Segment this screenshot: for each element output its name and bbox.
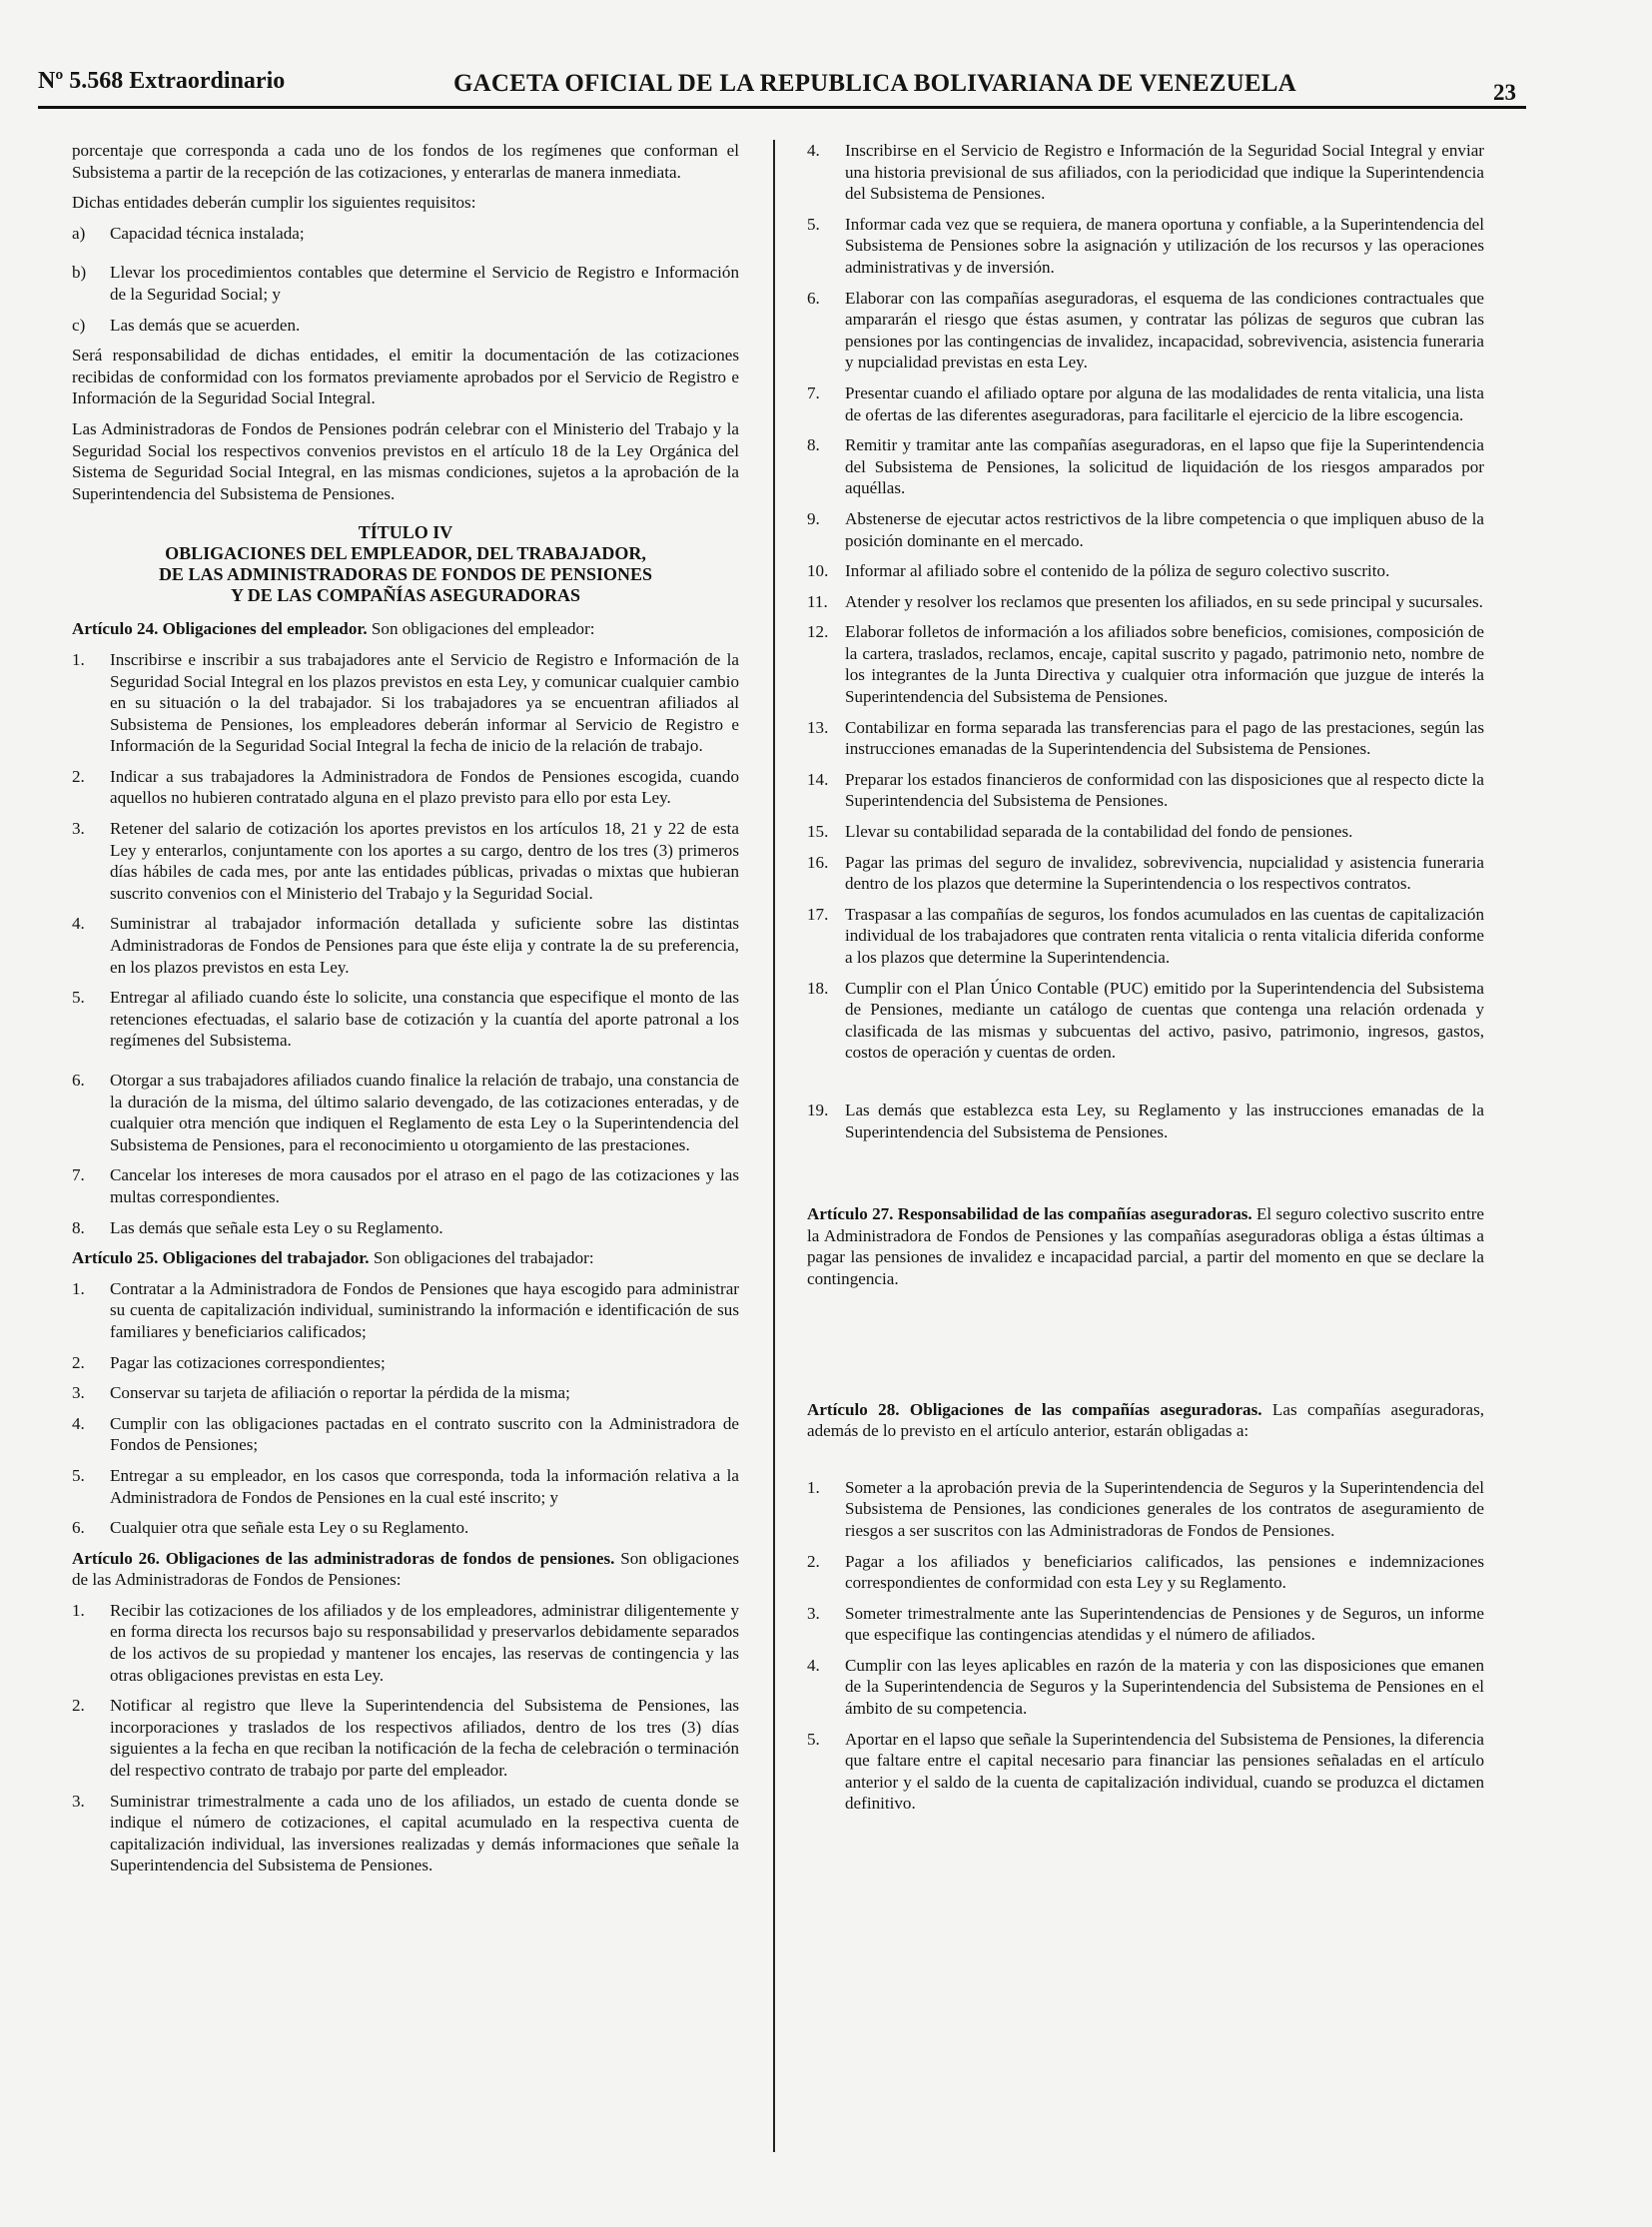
item-number: 4. xyxy=(72,914,85,934)
requirements-intro: Dichas entidades deberán cumplir los siguientes requisitos: xyxy=(72,193,476,213)
gazette-title: GACETA OFICIAL DE LA REPUBLICA BOLIVARIANA DE VENEZUELA xyxy=(453,70,1296,97)
article-24-list xyxy=(72,649,739,1238)
list-item xyxy=(72,1413,739,1456)
list-item xyxy=(72,315,739,337)
item-text: Las demás que establezca esta Ley, su Reglamento y las instrucciones emanadas de la Superintendencia del Subsistema de Pensiones. xyxy=(845,1100,1484,1141)
item-number: 8. xyxy=(807,435,820,455)
item-text: Someter a la aprobación previa de la Superintendencia de Seguros y la Superintendencia del Subsistema de Pensiones, las condiciones generales de los contratos de aseguramiento de riesgos a ser suscritos con las Administradoras de Fondos de Pensiones. xyxy=(845,1477,1484,1540)
item-text: Otorgar a sus trabajadores afiliados cuando finalice la relación de trabajo, una constancia de la duración de la misma, del último salario devengado, de las cotizaciones enteradas, y de cualquier otra mención que indiquen el Reglamento de esta Ley o la Superintendencia del Subsistema de Pensiones, para el reconocimiento u otorgamiento de las prestaciones. xyxy=(110,1071,739,1154)
list-item xyxy=(72,1517,739,1539)
item-text: Pagar a los afiliados y beneficiarios calificados, las pensiones e indemnizaciones correspondientes de conformidad con esta Ley y su Reglamento. xyxy=(845,1551,1484,1593)
item-text: Conservar su tarjeta de afiliación o reportar la pérdida de la misma; xyxy=(110,1383,570,1403)
list-item xyxy=(807,140,1484,205)
item-text: Entregar al afiliado cuando éste lo solicite, una constancia que especifique el monto de las retenciones efectuadas, el salario base de cotización y la cuantía del aporte patronal a los regímenes del Subsistema. xyxy=(110,988,739,1051)
list-item xyxy=(807,508,1484,551)
issue-number: Nº 5.568 Extraordinario xyxy=(38,68,286,94)
item-text: Remitir y tramitar ante las compañías aseguradoras, en el lapso que fije la Superintendencia del Subsistema de Pensiones, la solicitud de liquidación de los riesgos amparados por aquéllas. xyxy=(845,435,1484,498)
item-number: 17. xyxy=(807,904,829,924)
item-text: Inscribirse en el Servicio de Registro e Información de la Seguridad Social Integral y enviar una historia previsional de sus afiliados, con la periodicidad que indique la Superintendencia del Subsistema de Pensiones. xyxy=(845,141,1484,204)
item-text: Capacidad técnica instalada; xyxy=(110,223,305,243)
intro-paragraph: porcentaje que corresponda a cada uno de los fondos de los regímenes que conforman el Subsistema a partir de la recepción de las cotizaciones, y enterarlas de manera inmediata. xyxy=(72,141,739,182)
list-item xyxy=(807,560,1484,582)
list-item xyxy=(807,214,1484,279)
item-number: 2. xyxy=(72,1696,85,1716)
item-text: Cumplir con las leyes aplicables en razón de la materia y con las disposiciones que emanen de la Superintendencia de Seguros y la Superintendencia del Subsistema de Pensiones en el ámbito de su competencia. xyxy=(845,1655,1484,1719)
list-item xyxy=(807,821,1484,843)
article-label: Artículo 25. Obligaciones del trabajador. xyxy=(72,1248,370,1268)
article-28-heading xyxy=(807,1399,1484,1442)
list-item xyxy=(807,288,1484,373)
page-number: 23 xyxy=(1493,80,1516,105)
item-text: Las demás que se acuerden. xyxy=(110,315,301,335)
item-text: Informar cada vez que se requiera, de manera oportuna y confiable, a la Superintendencia del Subsistema de Pensiones sobre la asignación y utilización de los recursos y las operaciones administrativas y de inversión. xyxy=(845,214,1484,277)
article-label: Artículo 26. Obligaciones de las administradoras de fondos de pensiones. xyxy=(72,1548,615,1568)
list-item xyxy=(807,591,1484,613)
list-item xyxy=(72,262,739,305)
item-text: Cualquier otra que señale esta Ley o su Reglamento. xyxy=(110,1518,469,1538)
list-item xyxy=(72,1278,739,1343)
article-label: Artículo 28. Obligaciones de las compañías aseguradoras. xyxy=(807,1399,1262,1419)
item-number: 1. xyxy=(807,1477,820,1497)
item-text: Llevar los procedimientos contables que determine el Servicio de Registro e Información de la Seguridad Social; y xyxy=(110,263,739,304)
item-number: 1. xyxy=(72,649,85,669)
list-item xyxy=(807,1603,1484,1646)
item-text: Pagar las primas del seguro de invalidez, sobrevivencia, nupcialidad y asistencia funeraria dentro de los plazos que determine la Superintendencia o los respectivos contratos. xyxy=(845,852,1484,894)
spacer xyxy=(807,1299,1484,1399)
list-item xyxy=(807,1551,1484,1594)
list-item xyxy=(72,818,739,904)
item-number: 12. xyxy=(807,622,829,642)
item-text: Aportar en el lapso que señale la Superintendencia del Subsistema de Pensiones, la diferencia que faltare entre el capital necesario para financiar las pensiones señaladas en el artículo anterior y el saldo de la cuenta de capitalización individual, cuando se produzca el dictamen definitivo. xyxy=(845,1729,1484,1814)
article-28-list xyxy=(807,1477,1484,1815)
item-number: 3. xyxy=(72,1791,85,1811)
item-number: 7. xyxy=(72,1165,85,1185)
list-item xyxy=(72,1791,739,1876)
item-number: 3. xyxy=(72,819,85,839)
article-text: Las compañías aseguradoras, además de lo previsto en el artículo anterior, estarán obligadas a: xyxy=(807,1399,1484,1441)
item-text: Indicar a sus trabajadores la Administradora de Fondos de Pensiones escogida, cuando aquellos no hubieren contratado alguna en el plazo previsto para ello por esta Ley. xyxy=(110,766,739,808)
list-item xyxy=(72,1352,739,1374)
list-item xyxy=(807,717,1484,760)
item-text: Abstenerse de ejecutar actos restrictivos de la libre competencia o que impliquen abuso de la posición dominante en el mercado. xyxy=(845,508,1484,550)
list-item xyxy=(807,1100,1484,1142)
item-number: 5. xyxy=(72,988,85,1008)
item-text: Retener del salario de cotización los aportes previstos en los artículos 18, 21 y 22 de esta Ley y enterarlos, conjuntamente con los aportes a su cargo, dentro de los tres (3) primeros días hábiles de cada mes, por ante las entidades públicas, privadas o mixtas que hubieran suscrito convenios con el Ministerio del Trabajo y la Seguridad Social. xyxy=(110,819,739,903)
title-iv-heading xyxy=(72,522,739,606)
item-text: Elaborar con las compañías aseguradoras, el esquema de las condiciones contractuales que ampararán el riesgo que éstas asumen, y contratar las pólizas de seguros que cubran las pensiones por las contingencias de invalidez, incapacidad, sobrevivencia, asistencia funeraria y nupcialidad previstas en esta Ley. xyxy=(845,288,1484,372)
item-text: Atender y resolver los reclamos que presenten los afiliados, en su sede principal y sucursales. xyxy=(845,591,1483,611)
item-number: c) xyxy=(72,315,86,335)
item-text: Contabilizar en forma separada las transferencias para el pago de las prestaciones, según las instrucciones emanadas de la Superintendencia del Subsistema de Pensiones. xyxy=(845,717,1484,759)
item-text: Las demás que señale esta Ley o su Reglamento. xyxy=(110,1217,443,1237)
item-text: Notificar al registro que lleve la Superintendencia del Subsistema de Pensiones, las incorporaciones y traslados de los respectivos afiliados, dentro de los tres (3) días siguientes a la fecha en que reciban la notificación de la fecha de celebración o terminación del respectivo contrato de trabajo por parte del empleador. xyxy=(110,1696,739,1781)
article-text: El seguro colectivo suscrito entre la Administradora de Fondos de Pensiones y las compañías aseguradoras obliga a éstas últimas a pagar las pensiones de invalidez e incapacidad parcial, a partir del momento en que se declare la contingencia. xyxy=(807,1204,1484,1288)
item-text: Suministrar al trabajador información detallada y suficiente sobre las distintas Administradoras de Fondos de Pensiones para que éste elija y contrate la de su preferencia, en los plazos previstos en esta Ley. xyxy=(110,914,739,977)
title-line: OBLIGACIONES DEL EMPLEADOR, DEL TRABAJADOR, xyxy=(165,543,646,564)
item-text: Llevar su contabilidad separada de la contabilidad del fondo de pensiones. xyxy=(845,822,1353,842)
list-item xyxy=(72,1382,739,1404)
item-text: Inscribirse e inscribir a sus trabajadores ante el Servicio de Registro e Información de la Seguridad Social Integral en los plazos previstos en esta Ley, y comunicar cualquier cambio en su situación o la del trabajador. Si los trabajadores ya se encuentran afiliados al Subsistema de Pensiones, los empleadores deberán informar al Servicio de Registro e Información de la Seguridad Social Integral la fecha de inicio de la relación de trabajo. xyxy=(110,649,739,756)
right-column xyxy=(807,140,1484,1824)
item-number: b) xyxy=(72,263,87,283)
title-line: TÍTULO IV xyxy=(358,522,453,543)
list-item xyxy=(72,987,739,1052)
list-item xyxy=(72,1164,739,1207)
list-item xyxy=(807,852,1484,895)
item-text: Someter trimestralmente ante las Superintendencias de Pensiones y de Seguros, un informe que especifique las contingencias atendidas y el número de afiliados. xyxy=(845,1603,1484,1645)
list-item xyxy=(72,913,739,978)
list-item xyxy=(72,766,739,809)
item-number: 13. xyxy=(807,717,829,737)
item-number: 5. xyxy=(72,1465,85,1485)
left-column xyxy=(72,140,739,1885)
list-item xyxy=(807,978,1484,1064)
item-number: 6. xyxy=(72,1071,85,1090)
item-number: 3. xyxy=(807,1603,820,1623)
item-number: 3. xyxy=(72,1383,85,1403)
item-text: Traspasar a las compañías de seguros, los fondos acumulados en las cuentas de capitalización individual de los trabajadores que contraten renta vitalicia o renta vitalicia diferida conforme a los plazos que determine la Superintendencia. xyxy=(845,904,1484,967)
article-25-heading xyxy=(72,1247,739,1269)
item-text: Pagar las cotizaciones correspondientes; xyxy=(110,1352,386,1372)
spacer xyxy=(807,1151,1484,1203)
list-item xyxy=(72,649,739,757)
item-number: 6. xyxy=(72,1518,85,1538)
item-number: 5. xyxy=(807,214,820,234)
item-number: 16. xyxy=(807,852,829,872)
item-text: Cumplir con el Plan Único Contable (PUC) emitido por la Superintendencia del Subsistema de Pensiones, mediante un catálogo de cuentas que contenga una relación ordenada y clasificada de las mismas y subcuentas del activo, pasivo, patrimonio, ingresos, gastos, costos de operación y cuentas de orden. xyxy=(845,978,1484,1063)
article-26-list xyxy=(72,1600,739,1876)
item-number: 2. xyxy=(72,766,85,786)
article-text: Son obligaciones del empleador: xyxy=(367,619,595,639)
article-text: Son obligaciones del trabajador: xyxy=(369,1248,594,1268)
article-26-continued-list xyxy=(807,140,1484,1142)
item-number: 11. xyxy=(807,591,828,611)
responsibility-paragraph: Será responsabilidad de dichas entidades, el emitir la documentación de las cotizaciones recibidas de conformidad con los formatos previamente aprobados por el Servicio de Registro e Información de la Seguridad Social Integral. xyxy=(72,346,739,408)
title-line: Y DE LAS COMPAÑÍAS ASEGURADORAS xyxy=(230,585,581,606)
requirements-list xyxy=(72,223,739,336)
list-item xyxy=(807,769,1484,812)
list-item xyxy=(72,1600,739,1686)
item-number: 15. xyxy=(807,822,829,842)
list-item xyxy=(807,1655,1484,1720)
item-number: 4. xyxy=(72,1413,85,1433)
item-number: a) xyxy=(72,223,86,243)
list-item xyxy=(72,1695,739,1781)
item-text: Recibir las cotizaciones de los afiliados y de los empleadores, administrar diligentemente y en forma directa los recursos bajo su responsabilidad y preservarlos debidamente separados de los activos de su propiedad y mantener los encajes, las reservas de contingencia y las otras obligaciones previstas en esta Ley. xyxy=(110,1600,739,1685)
list-item xyxy=(72,1217,739,1239)
page-header xyxy=(38,64,1526,109)
item-number: 4. xyxy=(807,141,820,160)
list-item xyxy=(72,1070,739,1155)
article-label: Artículo 24. Obligaciones del empleador. xyxy=(72,619,368,639)
item-number: 18. xyxy=(807,978,829,998)
spacer xyxy=(807,1451,1484,1477)
list-item xyxy=(807,621,1484,707)
list-item xyxy=(72,1465,739,1508)
article-26-heading xyxy=(72,1548,739,1591)
article-27 xyxy=(807,1203,1484,1289)
item-text: Elaborar folletos de información a los afiliados sobre beneficios, comisiones, composición de la cartera, traslados, reclamos, encaje, capital suscrito y pagado, patrimonio neto, nombre de los integrantes de la Junta Directiva y cualquier otra información que juzgue de interés la Superintendencia del Subsistema de Pensiones. xyxy=(845,622,1484,707)
article-label: Artículo 27. Responsabilidad de las compañías aseguradoras. xyxy=(807,1204,1252,1224)
item-text: Suministrar trimestralmente a cada uno de los afiliados, un estado de cuenta donde se indique el número de cotizaciones, el capital acumulado en la respectiva cuenta de capitalización individual, las inversiones realizadas y demás informaciones que señale la Superintendencia del Subsistema de Pensiones. xyxy=(110,1791,739,1875)
item-number: 2. xyxy=(72,1352,85,1372)
list-item xyxy=(807,904,1484,969)
item-text: Presentar cuando el afiliado optare por alguna de las modalidades de renta vitalicia, una lista de ofertas de las diferentes aseguradoras, para facilitarle el ejercicio de la libre escogencia. xyxy=(845,382,1484,424)
item-text: Contratar a la Administradora de Fondos de Pensiones que haya escogido para administrar su cuenta de capitalización individual, suministrando la información e identificación de sus familiares y beneficiarios calificados; xyxy=(110,1278,739,1341)
list-item xyxy=(72,223,739,245)
item-number: 7. xyxy=(807,382,820,402)
list-item xyxy=(807,434,1484,499)
column-divider xyxy=(773,140,775,2152)
list-item xyxy=(807,382,1484,425)
item-number: 9. xyxy=(807,508,820,528)
item-text: Entregar a su empleador, en los casos que corresponda, toda la información relativa a la Administradora de Fondos de Pensiones en la cual esté inscrito; y xyxy=(110,1465,739,1507)
item-number: 14. xyxy=(807,769,829,789)
item-number: 1. xyxy=(72,1278,85,1298)
item-number: 4. xyxy=(807,1655,820,1675)
item-text: Cancelar los intereses de mora causados por el atraso en el pago de las cotizaciones y las multas correspondientes. xyxy=(110,1165,739,1206)
item-number: 8. xyxy=(72,1217,85,1237)
article-25-list xyxy=(72,1278,739,1539)
article-text: Son obligaciones de las Administradoras de Fondos de Pensiones: xyxy=(72,1548,740,1590)
list-item xyxy=(807,1729,1484,1815)
list-item xyxy=(807,1477,1484,1542)
agreements-paragraph: Las Administradoras de Fondos de Pensiones podrán celebrar con el Ministerio del Trabajo y la Seguridad Social los respectivos convenios previstos en el artículo 18 de la Ley Orgánica del Sistema de Seguridad Social Integral, en las mismas condiciones, sujetos a la aprobación de la Superintendencia del Subsistema de Pensiones. xyxy=(72,418,739,503)
item-text: Informar al afiliado sobre el contenido de la póliza de seguro colectivo suscrito. xyxy=(845,561,1390,581)
item-number: 5. xyxy=(807,1729,820,1749)
article-24-heading xyxy=(72,618,739,640)
item-text: Cumplir con las obligaciones pactadas en el contrato suscrito con la Administradora de Fondos de Pensiones; xyxy=(110,1413,739,1455)
item-number: 10. xyxy=(807,561,829,581)
item-number: 1. xyxy=(72,1600,85,1620)
item-number: 6. xyxy=(807,288,820,308)
item-number: 2. xyxy=(807,1551,820,1571)
title-line: DE LAS ADMINISTRADORAS DE FONDOS DE PENSIONES xyxy=(158,564,653,585)
item-number: 19. xyxy=(807,1100,829,1119)
item-text: Preparar los estados financieros de conformidad con las disposiciones que al respecto dicte la Superintendencia del Subsistema de Pensiones. xyxy=(845,769,1484,811)
